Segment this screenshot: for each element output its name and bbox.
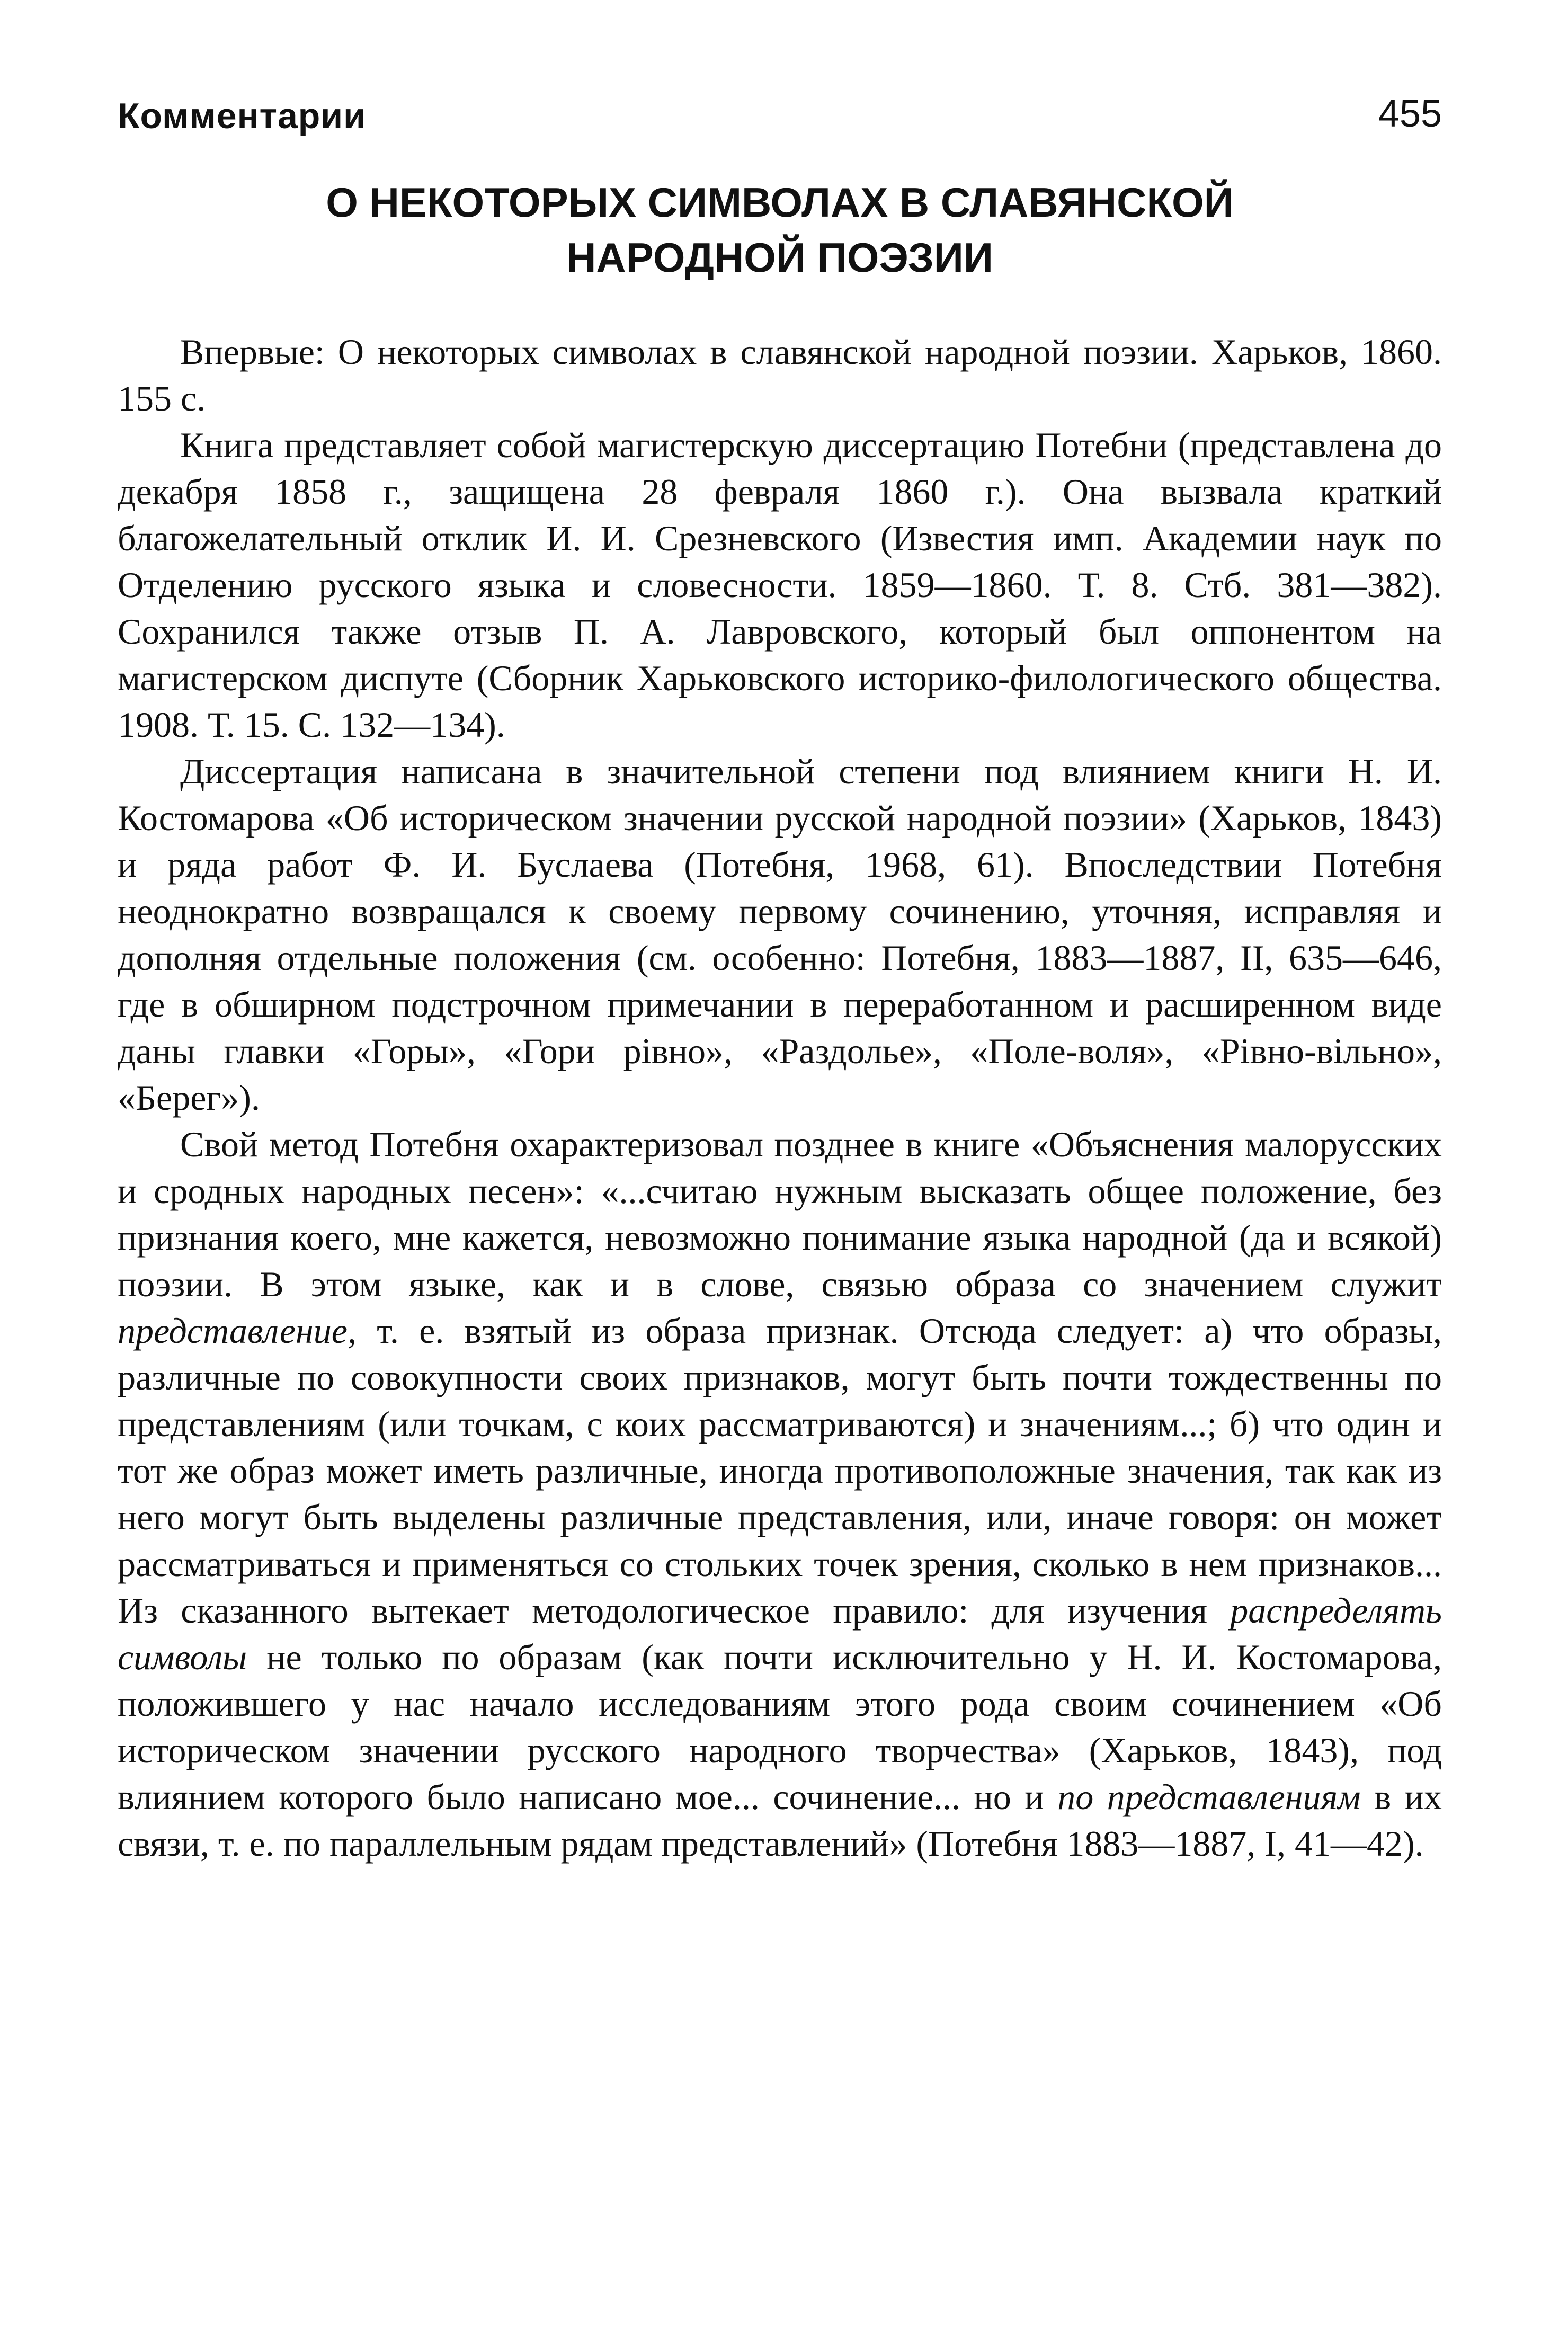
paragraph-dissertation-history: Книга представляет собой магистерскую диссертацию Потебни (представлена до декабря 1858 г., защищена 28 февраля 1860 г.). Она вызвала краткий благожелательный отклик И. И. Срезневского (Известия имп. Академии наук по Отделению русского языка и словесности. 1859—1860. Т. 8. Стб. 381—382). Сохранился также отзыв П. А. Лавровского, который был оппонентом на магистерском диспуте (Сборник Харьковского историко-филологического общества. 1908. Т. 15. С. 132—134). xyxy=(118,425,1442,745)
quote-emphasis-2: распределять символы xyxy=(118,1590,1442,1677)
running-title: Комментарии xyxy=(118,96,366,136)
quote-text-part-2: , т. е. взятый из образа признак. Отсюда следует: а) что образы, различные по совокупности своих признаков, могут быть почти тождественны по представлениям (или точкам, с коих рассматриваются) и значениям...; б) что один и тот же образ может иметь различные, иногда противоположные значения, так как из него могут быть выделены различные представления, или, иначе говоря: он может рассматриваться и применяться со стольких точек зрения, сколько в нем признаков... Из сказанного вытекает методологическое правило: для изучения xyxy=(118,1311,1442,1631)
quote-text-part-1: Свой метод Потебня охарактеризовал позднее в книге «Объяснения малорусских и сродных народных песен»: «...считаю нужным высказать общее положение, без признания коего, мне кажется, невозможно понимание языка народной (да и всякой) поэзии. В этом языке, как и в слове, связью образа со значением служит xyxy=(118,1124,1442,1304)
paragraph-influences: Диссертация написана в значительной степени под влиянием книги Н. И. Костомарова «Об историческом значении русской народной поэзии» (Харьков, 1843) и ряда работ Ф. И. Буслаева (Потебня, 1968, 61). Впоследствии Потебня неоднократно возвращался к своему первому сочинению, уточняя, исправляя и дополняя отдельные положения (см. особенно: Потебня, 1883—1887, II, 635—646, где в обширном подстрочном примечании в переработанном и расширенном виде даны главки «Горы», «Гори рівно», «Раздолье», «Поле-воля», «Рівно-вільно», «Берег»). xyxy=(118,751,1442,1118)
quote-emphasis-1: представление xyxy=(118,1311,348,1351)
chapter-title-line-1: О НЕКОТОРЫХ СИМВОЛАХ В СЛАВЯНСКОЙ xyxy=(326,179,1234,226)
chapter-title xyxy=(118,175,1442,285)
quote-emphasis-3: по представлениям xyxy=(1057,1777,1361,1817)
page-number: 455 xyxy=(1378,93,1442,135)
book-page xyxy=(118,90,1442,1867)
quote-text-part-4: в их связи, т. е. по параллельным рядам представлений» (Потебня 1883—1887, I, 41—42). xyxy=(118,1777,1442,1864)
commentary-body xyxy=(118,328,1442,1867)
paragraph-first-publication: Впервые: О некоторых символах в славянской народной поэзии. Харьков, 1860. 155 с. xyxy=(118,332,1442,418)
chapter-title-line-2: НАРОДНОЙ ПОЭЗИИ xyxy=(566,234,993,281)
paragraph-method-quote xyxy=(118,1121,1442,1867)
running-header xyxy=(118,90,1442,154)
quote-text-part-3: не только по образам (как почти исключительно у Н. И. Костомарова, положившего у нас начало исследованиям этого рода своим сочинением «Об историческом значении русского народного творчества» (Харьков, 1843), под влиянием которого было написано мое... сочинение... но и xyxy=(118,1637,1442,1817)
